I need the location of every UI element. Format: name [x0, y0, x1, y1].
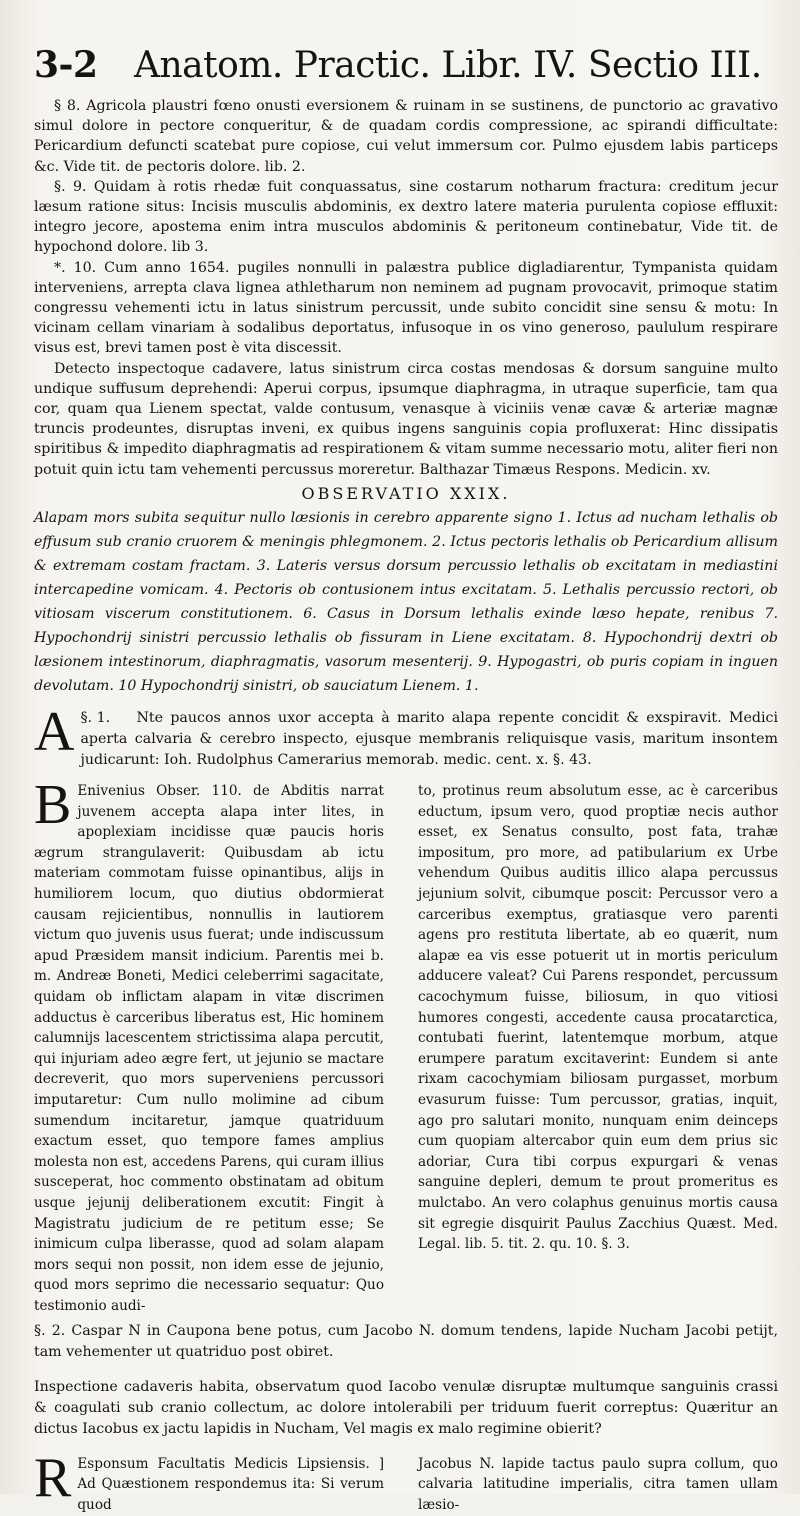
bottom-two-column-block [34, 1446, 778, 1516]
right-column [418, 781, 778, 1316]
section-1-label: §. 1. [80, 710, 111, 727]
left-column [34, 774, 384, 1316]
observatio-heading: OBSERVATIO XXIX. [301, 483, 511, 503]
section-1-text: Nte paucos annos uxor accepta à marito alapa repente concidit & exspiravit. Medici aperta calvaria & cerebro inspecto, ejusque membranis reliquisque vasis, maritum insontem judicarunt: Ioh. Rudolphus Camerarius memorab. medic. cent. x. §. 43. [80, 710, 778, 769]
paragraph-section-10: *. 10. Cum anno 1654. pugiles nonnulli in palæstra publice digladiarentur, Tympanista quidam interveniens, arrepta clava lignea athletharum non neminem ad pugnam provocavit, primoque statim congressu vehementi ictu in latus sinistrum percussit, unde subito concidit sine sensu & motu: In vicinam cellam vinariam à sodalibus deportatus, infusoque in os vino generoso, paululum respirare visus est, brevi tamen post è vita discessit. [34, 259, 778, 357]
section-2-line-2: Inspectione cadaveris habita, observatum quod Iacobo venulæ disruptæ multumque sanguinis crassi & coagulati sub cranio collectum, ac dolore intolerabili per triduum fuerit correptus: Quæritur an dictus Iacobus ex jactu lapidis in Nucham, Vel magis ex malo regimine obierit? [34, 1378, 778, 1437]
paragraph-cadaver-inspection: Detecto inspectoque cadavere, latus sinistrum circa costas mendosas & dorsum sanguine multo undique suffusum deprehendi: Aperui corpus, ipsumque diaphragma, in utraque superficie, tam qua cor, quam qua Lienem spectat, valde contusum, venasque à viciniis venæ cavæ & arteriæ magnæ truncis prodeuntes, disruptas inveni, ex quibus ingens sanguinis copia profluxerat: Hinc dissipatis spiritibus & impedito diaphragmatis ad respirationem & vitam summe necessario motu, aliter fieri non potuit quin ictu tam vehementi percussus moreretur. Balthazar Timæus Respons. Medicin. xv. [34, 360, 778, 478]
section-1-dropcap: A [34, 701, 75, 764]
left-column-text: Enivenius Obser. 110. de Abditis narrat juvenem accepta alapa inter lites, in apoplexiam incidisse quæ paucis horis ægrum strangulaverit: Quibusdam ab ictu materiam commotam fuisse opinantibus, alijs in humiliorem locum, quo diutius obdormierat causam rejicientibus, nonnullis in lautiorem victum quo juvenis usus fuerat; unde indiscussum apud Præsidem mansit indicium. Parentis mei b. m. Andreæ Boneti, Medici celeberrimi sagacitate, quidam ob inflictam alapam in vitæ discrimen adductus è carceribus liberatus est, Hic hominem calumnijs lacescentem strictissima alapa percutit, qui injuriam adeo ægre fert, ut jejunio se mactare decreverit, quo mors superveniens percussori imputaretur: Cum nullo molimine ad cibum sumendum incitaretur, jamque quatriduum exactum esset, quo tempore fames amplius molesta non est, accedens Parens, qui curam illius susceperat, hoc commento obstinatam ad obitum usque jejunij deliberationem excutit: Fingit à Magistratu judicium de re petitum esse; Se inimicum culpa liberasse, quod ad solam alapam mors sequi non possit, non idem esse de jejunio, quod mors seprimo die necessario sequatur: Quo testimonio audi- [34, 783, 384, 1314]
two-column-block [34, 774, 778, 1316]
bottom-left-dropcap: R [34, 1446, 72, 1509]
section-1 [34, 701, 778, 771]
page-number: 3-2 [34, 44, 98, 86]
paragraph-section-9: §. 9. Quidam à rotis rhedæ fuit conquassatus, sine costarum notharum fractura: creditum jecur læsum ratione situs: Incisis musculis abdominis, ex dextro latere materia purulenta copiose effluxit: integro jecore, apostema enim intra musculos abdominis & peritoneum continebatur, Vide tit. de hypochond dolore. lib 3. [34, 178, 778, 256]
observatio-summary: Alapam mors subita sequitur nullo læsionis in cerebro apparente signo 1. Ictus ad nucham lethalis ob effusum sub cranio cruorem & meningis phlegmonem. 2. Ictus pectoris lethalis ob Pericardium allisum & extremam costam fractam. 3. Lateris versus dorsum percussio lethalis ob excitatam in mediastini intercapedine vomicam. 4. Pectoris ob contusionem intus excitatam. 5. Lethalis percussio rectori, ob vitiosam viscerum constitutionem. 6. Casus in Dorsum lethalis exinde læso hepate, renibus 7. Hypochondrij sinistri percussio lethalis ob fissuram in Liene excitatam. 8. Hypochondrij dextri ob læsionem intestinorum, diaphragmatis, vasorum mesenterij. 9. Hypogastri, ob puris copiam in inguen devolutam. 10 Hypochondrij sinistri, ob sauciatum Lienem. 1. [34, 510, 778, 695]
running-title: Anatom. Practic. Libr. IV. Sectio III. [134, 45, 762, 86]
running-header [34, 44, 770, 96]
right-column-text: to, protinus reum absolutum esse, ac è carceribus eductum, ipsum vero, quod proptiæ necis author esset, ex Senatus consulto, post fata, trahæ impositum, pro more, ad patibularium ex Urbe vehendum Quibus auditis illico alapa percussus jejunium solvit, cibumque poscit: Percussor vero a carceribus exemptus, gratiasque vero parenti agens pro restituta libertate, ab eo quærit, num alapæ ea vis esse potuerit ut in mortis periculum adducere valeat? Cui Parens respondet, percussum cacochymum fuisse, biliosum, in quo vitiosi humores congesti, accedente causa procatarctica, contubati fuerint, latentemque morbum, atque erumpere paratum excitaverint: Eundem si ante rixam cacochymiam biliosam purgasset, morbum evasurum fuisse: Tum percussor, gratias, inquit, ago pro salutari monito, nunquam enim deinceps cum quopiam altercabor quin eum dem prius sic adoriar, Cura tibi corpus expurgari & venas sanguine depleri, demum te prout promeritus es mulctabo. An vero colaphus genuinus mortis causa sit egregie disquirit Paulus Zacchius Quæst. Med. Legal. lib. 5. tit. 2. qu. 10. §. 3. [418, 783, 778, 1253]
paragraph-section-8: § 8. Agricola plaustri fœno onusti eversionem & ruinam in se sustinens, de punctorio ac gravativo simul dolore in pectore conqueritur, & de quadam cordis compressione, ac spirandi difficultate: Pericardium defuncti scatebat pure copiose, cui velut immersum cor. Pulmo ejusdem labis particeps &c. Vide tit. de pectoris dolore. lib. 2. [34, 98, 778, 175]
bottom-right-column [418, 1454, 778, 1516]
left-column-dropcap: B [34, 774, 72, 837]
bottom-left-text: Esponsum Facultatis Medicis Lipsiensis. ] Ad Quæstionem respondemus ita: Si verum quod [77, 1455, 384, 1514]
section-2-line-1: §. 2. Caspar N in Caupona bene potus, cum Jacobo N. domum tendens, lapide Nucham Jacobi petijt, tam vehementer ut quatriduo post obiret. [34, 1322, 778, 1360]
bottom-right-text: Jacobus N. lapide tactus paulo supra collum, quo calvaria latitudine imperialis, citra tamen ullam læsio- [418, 1455, 778, 1514]
page-content [34, 96, 778, 1516]
bottom-left-column [34, 1446, 384, 1516]
